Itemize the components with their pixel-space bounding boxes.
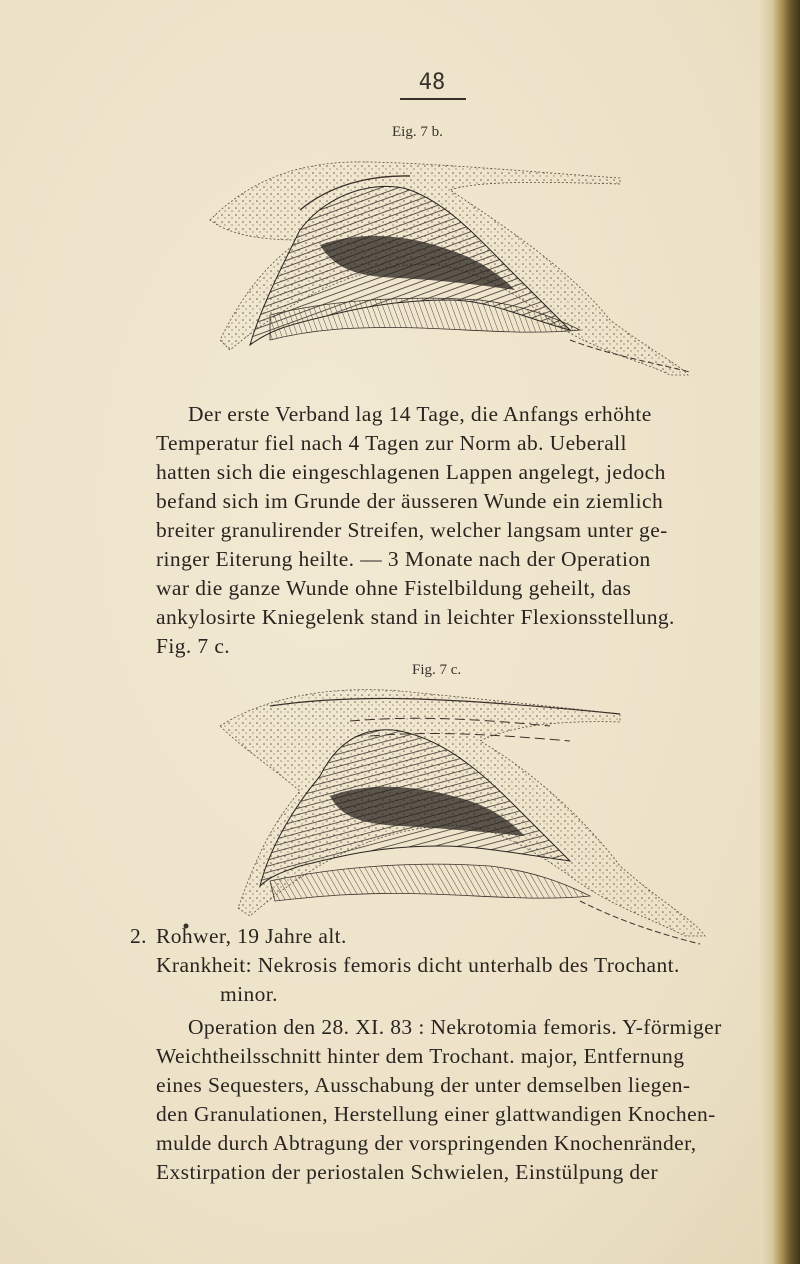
figure-7c-caption: Fig. 7 c.	[412, 662, 462, 678]
paragraph-1-line: ringer Eiterung heilte. — 3 Monate nach der Operation	[156, 547, 651, 571]
operation-line: Exstirpation der periostalen Schwielen, Einstülpung der	[156, 1160, 659, 1184]
operation-line: mulde durch Abtragung der vorspringenden Knochenränder,	[156, 1131, 697, 1155]
case-header: Rohwer, 19 Jahre alt.	[156, 924, 347, 948]
paragraph-1-line: ankylosirte Kniegelenk stand in leichter Flexionsstellung.	[156, 605, 675, 629]
page-edge-shadow	[760, 0, 800, 1264]
page-number-underline	[400, 98, 466, 100]
paragraph-1	[156, 400, 756, 661]
figure-7b-caption: Eig. 7 b.	[392, 124, 443, 140]
paragraph-1-line: Fig. 7 c.	[156, 634, 231, 658]
operation-line: Operation den 28. XI. 83 : Nekrotomia femoris. Y-förmiger	[188, 1015, 722, 1039]
case-number: 2.	[130, 924, 147, 948]
case-2	[130, 922, 756, 1187]
page-number: 48	[418, 70, 446, 95]
operation-line: den Granulationen, Herstellung einer glattwandigen Knochen-	[156, 1102, 716, 1126]
paragraph-1-line: breiter granulirender Streifen, welcher langsam unter ge-	[156, 518, 668, 542]
operation-line: Weichtheilsschnitt hinter dem Trochant. major, Entfernung	[156, 1044, 685, 1068]
figure-7c-illustration	[150, 686, 710, 956]
paragraph-1-line: befand sich im Grunde der äusseren Wunde ein ziemlich	[156, 489, 664, 513]
operation-line: eines Sequesters, Ausschabung der unter demselben liegen-	[156, 1073, 691, 1097]
paragraph-1-line: war die ganze Wunde ohne Fistelbildung geheilt, das	[156, 576, 632, 600]
krankheit-line: Krankheit: Nekrosis femoris dicht unterhalb des Trochant.	[156, 953, 680, 977]
paragraph-1-line: Temperatur fiel nach 4 Tagen zur Norm ab. Ueberall	[156, 431, 627, 455]
paragraph-1-line: Der erste Verband lag 14 Tage, die Anfangs erhöhte	[188, 402, 652, 426]
figure-7b-illustration	[150, 150, 690, 380]
krankheit-line: minor.	[220, 982, 278, 1006]
paragraph-1-line: hatten sich die eingeschlagenen Lappen angelegt, jedoch	[156, 460, 666, 484]
